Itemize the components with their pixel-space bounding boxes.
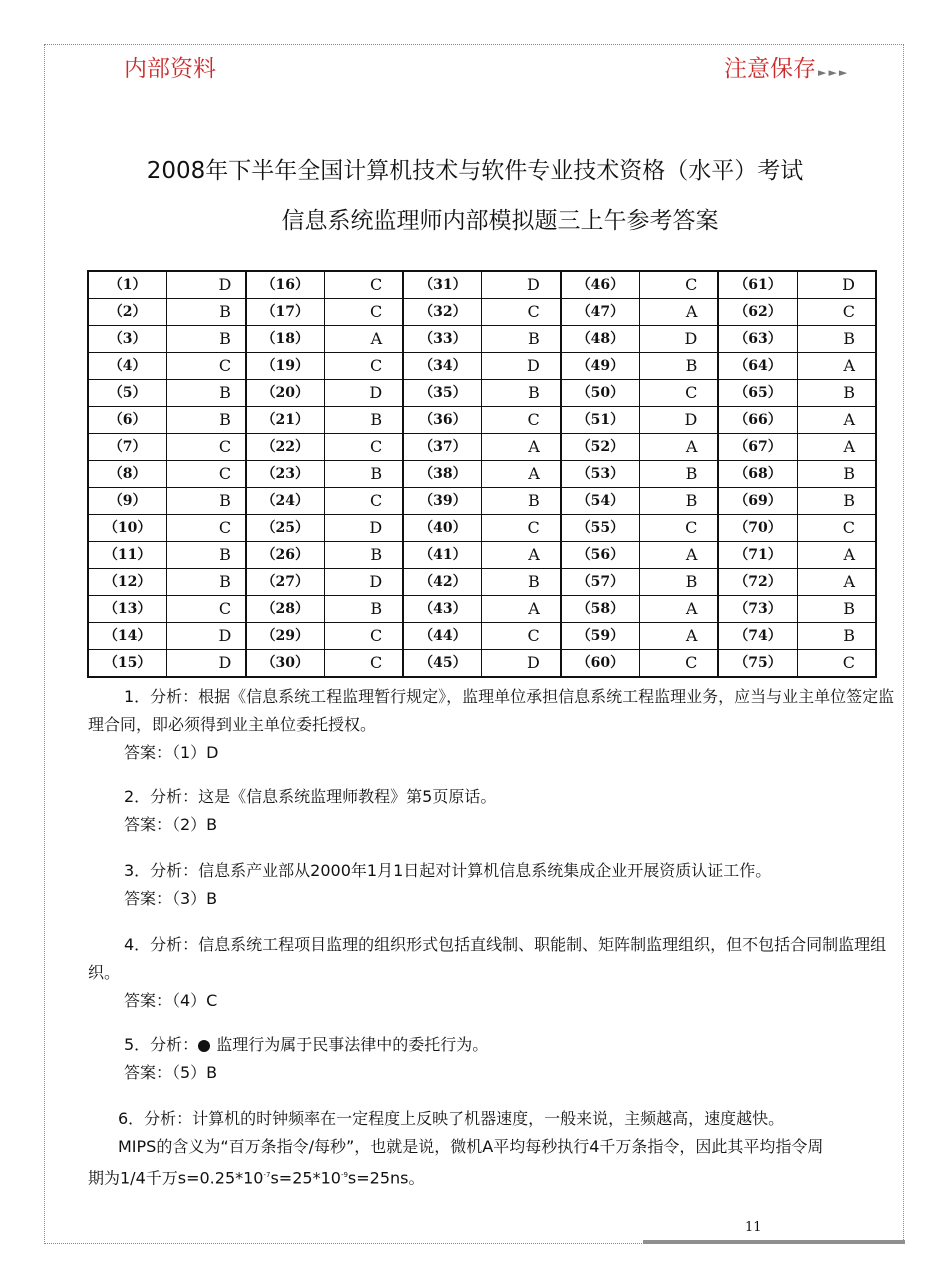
- question-number-cell: （54）: [561, 488, 640, 515]
- answer-cell: C: [324, 488, 403, 515]
- question-number-cell: （41）: [403, 542, 482, 569]
- answer-cell: C: [640, 271, 719, 299]
- question-number-cell: （7）: [88, 434, 167, 461]
- answer-cell: B: [167, 407, 246, 434]
- question-number-cell: （56）: [561, 542, 640, 569]
- answer-cell: C: [797, 515, 876, 542]
- question-number-cell: （27）: [246, 569, 325, 596]
- analysis-q2: [88, 783, 906, 839]
- analysis-q6: [88, 1105, 906, 1192]
- answer-cell: B: [797, 461, 876, 488]
- question-number-cell: （16）: [246, 271, 325, 299]
- table-row: [88, 650, 876, 678]
- answer-cell: B: [167, 542, 246, 569]
- question-number-cell: （20）: [246, 380, 325, 407]
- question-number-cell: （70）: [718, 515, 797, 542]
- answer-cell: B: [324, 596, 403, 623]
- question-number-cell: （14）: [88, 623, 167, 650]
- question-number-cell: （15）: [88, 650, 167, 678]
- question-number-cell: （4）: [88, 353, 167, 380]
- answer-cell: D: [797, 271, 876, 299]
- question-number-cell: （50）: [561, 380, 640, 407]
- answer-cell: C: [640, 380, 719, 407]
- answer-cell: D: [640, 326, 719, 353]
- answer-cell: B: [324, 542, 403, 569]
- footer-bar: [643, 1240, 905, 1244]
- question-number-cell: （60）: [561, 650, 640, 678]
- question-number-cell: （21）: [246, 407, 325, 434]
- answer-cell: B: [167, 569, 246, 596]
- answer-cell: C: [324, 271, 403, 299]
- answer-cell: C: [167, 596, 246, 623]
- answer-cell: A: [640, 434, 719, 461]
- question-number-cell: （62）: [718, 299, 797, 326]
- answer-cell: B: [482, 569, 561, 596]
- table-row: [88, 596, 876, 623]
- answer-cell: B: [797, 380, 876, 407]
- question-number-cell: （5）: [88, 380, 167, 407]
- answer-cell: D: [482, 650, 561, 678]
- answer-cell: C: [167, 353, 246, 380]
- question-number-cell: （49）: [561, 353, 640, 380]
- answer-cell: B: [167, 299, 246, 326]
- answer-cell: C: [324, 434, 403, 461]
- answer-cell: D: [324, 569, 403, 596]
- answer-cell: B: [167, 488, 246, 515]
- answer-cell: C: [640, 515, 719, 542]
- question-number-cell: （28）: [246, 596, 325, 623]
- analysis-q2-answer: 答案：（2）B: [124, 815, 218, 834]
- question-number-cell: （23）: [246, 461, 325, 488]
- answer-cell: D: [167, 623, 246, 650]
- table-row: [88, 542, 876, 569]
- question-number-cell: （69）: [718, 488, 797, 515]
- answer-table: [87, 270, 877, 678]
- bullet-icon: [198, 1040, 210, 1052]
- question-number-cell: （10）: [88, 515, 167, 542]
- header-arrow-icons: ►►►: [818, 66, 850, 79]
- analysis-q3-answer: 答案：（3）B: [124, 889, 218, 908]
- answer-cell: B: [482, 380, 561, 407]
- answer-table-body: [88, 271, 876, 677]
- answer-cell: B: [167, 326, 246, 353]
- question-number-cell: （17）: [246, 299, 325, 326]
- question-number-cell: （32）: [403, 299, 482, 326]
- answer-cell: A: [797, 434, 876, 461]
- answer-cell: B: [640, 488, 719, 515]
- answer-cell: A: [797, 353, 876, 380]
- question-number-cell: （64）: [718, 353, 797, 380]
- question-number-cell: （61）: [718, 271, 797, 299]
- question-number-cell: （11）: [88, 542, 167, 569]
- question-number-cell: （8）: [88, 461, 167, 488]
- question-number-cell: （2）: [88, 299, 167, 326]
- question-number-cell: （9）: [88, 488, 167, 515]
- question-number-cell: （73）: [718, 596, 797, 623]
- question-number-cell: （12）: [88, 569, 167, 596]
- question-number-cell: （67）: [718, 434, 797, 461]
- question-number-cell: （6）: [88, 407, 167, 434]
- question-number-cell: （39）: [403, 488, 482, 515]
- answer-cell: A: [640, 596, 719, 623]
- question-number-cell: （71）: [718, 542, 797, 569]
- header-keep-label: [724, 50, 849, 83]
- answer-cell: A: [482, 596, 561, 623]
- answer-cell: A: [482, 461, 561, 488]
- question-number-cell: （40）: [403, 515, 482, 542]
- question-number-cell: （30）: [246, 650, 325, 678]
- analysis-q6-line3c: s=25ns。: [347, 1168, 425, 1188]
- question-number-cell: （63）: [718, 326, 797, 353]
- question-number-cell: （3）: [88, 326, 167, 353]
- analysis-q3-text: 3．分析：信息系产业部从2000年1月1日起对计算机信息系统集成企业开展资质认证工作。: [124, 861, 772, 880]
- question-number-cell: （24）: [246, 488, 325, 515]
- answer-cell: D: [167, 650, 246, 678]
- question-number-cell: （34）: [403, 353, 482, 380]
- table-row: [88, 515, 876, 542]
- question-number-cell: （75）: [718, 650, 797, 678]
- analysis-q2-text: 2．分析：这是《信息系统监理师教程》第5页原话。: [124, 787, 497, 806]
- question-number-cell: （19）: [246, 353, 325, 380]
- answer-cell: A: [482, 542, 561, 569]
- analysis-q3: [88, 857, 906, 913]
- question-number-cell: （33）: [403, 326, 482, 353]
- page-title: 2008年下半年全国计算机技术与软件专业技术资格（水平）考试: [146, 158, 804, 184]
- answer-cell: C: [482, 407, 561, 434]
- question-number-cell: （74）: [718, 623, 797, 650]
- question-number-cell: （53）: [561, 461, 640, 488]
- answer-cell: D: [167, 271, 246, 299]
- question-number-cell: （29）: [246, 623, 325, 650]
- question-number-cell: （68）: [718, 461, 797, 488]
- answer-cell: C: [324, 353, 403, 380]
- analysis-q6-line3: [88, 1161, 906, 1192]
- question-number-cell: （31）: [403, 271, 482, 299]
- answer-cell: A: [640, 299, 719, 326]
- question-number-cell: （48）: [561, 326, 640, 353]
- question-number-cell: （1）: [88, 271, 167, 299]
- answer-cell: C: [482, 299, 561, 326]
- answer-cell: D: [324, 380, 403, 407]
- question-number-cell: （66）: [718, 407, 797, 434]
- question-number-cell: （38）: [403, 461, 482, 488]
- analysis-q5-text: 监理行为属于民事法律中的委托行为。: [216, 1035, 489, 1054]
- table-row: [88, 407, 876, 434]
- question-number-cell: （72）: [718, 569, 797, 596]
- question-number-cell: （36）: [403, 407, 482, 434]
- answer-cell: A: [640, 623, 719, 650]
- answer-cell: C: [482, 515, 561, 542]
- exponent-2: -9: [340, 1171, 348, 1179]
- answer-cell: A: [640, 542, 719, 569]
- answer-cell: D: [324, 515, 403, 542]
- question-number-cell: （44）: [403, 623, 482, 650]
- answer-cell: B: [324, 407, 403, 434]
- question-number-cell: （42）: [403, 569, 482, 596]
- question-number-cell: （59）: [561, 623, 640, 650]
- answer-cell: B: [167, 380, 246, 407]
- question-number-cell: （55）: [561, 515, 640, 542]
- answer-cell: C: [324, 623, 403, 650]
- answer-cell: B: [797, 623, 876, 650]
- question-number-cell: （26）: [246, 542, 325, 569]
- table-row: [88, 434, 876, 461]
- exponent-1: -7: [263, 1171, 271, 1179]
- question-number-cell: （45）: [403, 650, 482, 678]
- answer-cell: D: [640, 407, 719, 434]
- question-number-cell: （52）: [561, 434, 640, 461]
- question-number-cell: （51）: [561, 407, 640, 434]
- answer-cell: A: [324, 326, 403, 353]
- question-number-cell: （35）: [403, 380, 482, 407]
- table-row: [88, 353, 876, 380]
- answer-cell: B: [640, 569, 719, 596]
- answer-cell: A: [482, 434, 561, 461]
- answer-cell: B: [482, 326, 561, 353]
- answer-cell: D: [482, 353, 561, 380]
- answer-cell: B: [482, 488, 561, 515]
- answer-cell: C: [797, 650, 876, 678]
- table-row: [88, 488, 876, 515]
- analysis-q6-line2: MIPS的含义为“百万条指令/每秒”，也就是说，微机A平均每秒执行4千万条指令，因此其平均指令周: [118, 1137, 824, 1156]
- analysis-q1-text: 1．分析：根据《信息系统工程监理暂行规定》，监理单位承担信息系统工程监理业务，应当与业主单位签定监理合同，即必须得到业主单位委托授权。: [88, 687, 895, 734]
- table-row: [88, 623, 876, 650]
- question-number-cell: （18）: [246, 326, 325, 353]
- answer-cell: C: [324, 650, 403, 678]
- analysis-q4-text: 4．分析：信息系统工程项目监理的组织形式包括直线制、职能制、矩阵制监理组织，但不包括合同制监理组织。: [88, 935, 887, 982]
- question-number-cell: （22）: [246, 434, 325, 461]
- answer-cell: C: [797, 299, 876, 326]
- analysis-q5-line: [88, 1031, 906, 1059]
- table-row: [88, 380, 876, 407]
- answer-cell: B: [797, 488, 876, 515]
- answer-cell: D: [482, 271, 561, 299]
- analysis-q5-prefix: 5．分析：: [124, 1035, 199, 1054]
- answer-cell: B: [640, 353, 719, 380]
- answer-cell: C: [167, 515, 246, 542]
- analysis-q5: [88, 1031, 906, 1087]
- header-internal-label: 内部资料: [124, 56, 216, 82]
- table-row: [88, 326, 876, 353]
- answer-cell: C: [482, 623, 561, 650]
- answer-cell: A: [797, 542, 876, 569]
- analysis-q6-text: 6．分析：计算机的时钟频率在一定程度上反映了机器速度，一般来说，主频越高，速度越快。: [118, 1109, 785, 1128]
- answer-cell: B: [797, 326, 876, 353]
- header-keep-text: 注意保存: [724, 56, 816, 82]
- answer-cell: B: [640, 461, 719, 488]
- analysis-q5-answer: 答案：（5）B: [124, 1063, 218, 1082]
- answer-cell: C: [640, 650, 719, 678]
- question-number-cell: （65）: [718, 380, 797, 407]
- analysis-q1-answer: 答案：（1）D: [124, 743, 219, 762]
- question-number-cell: （13）: [88, 596, 167, 623]
- table-row: [88, 569, 876, 596]
- analysis-q1: [88, 683, 906, 767]
- table-row: [88, 461, 876, 488]
- answer-cell: C: [167, 461, 246, 488]
- page-number: 11: [745, 1220, 762, 1235]
- answer-cell: A: [797, 569, 876, 596]
- answer-cell: C: [324, 299, 403, 326]
- answer-cell: C: [167, 434, 246, 461]
- question-number-cell: （37）: [403, 434, 482, 461]
- question-number-cell: （47）: [561, 299, 640, 326]
- answer-cell: A: [797, 407, 876, 434]
- analysis-q6-line3b: s=25*10: [270, 1168, 341, 1188]
- page-subtitle: 信息系统监理师内部模拟题三上午参考答案: [281, 208, 719, 234]
- table-row: [88, 299, 876, 326]
- question-number-cell: （25）: [246, 515, 325, 542]
- question-number-cell: （43）: [403, 596, 482, 623]
- analysis-q4-answer: 答案：（4）C: [124, 991, 218, 1010]
- question-number-cell: （46）: [561, 271, 640, 299]
- question-number-cell: （58）: [561, 596, 640, 623]
- question-number-cell: （57）: [561, 569, 640, 596]
- answer-cell: B: [324, 461, 403, 488]
- table-row: [88, 271, 876, 299]
- answer-cell: B: [797, 596, 876, 623]
- analysis-q4: [88, 931, 906, 1015]
- analysis-q6-line3a: 期为1/4千万s=0.25*10: [88, 1168, 264, 1188]
